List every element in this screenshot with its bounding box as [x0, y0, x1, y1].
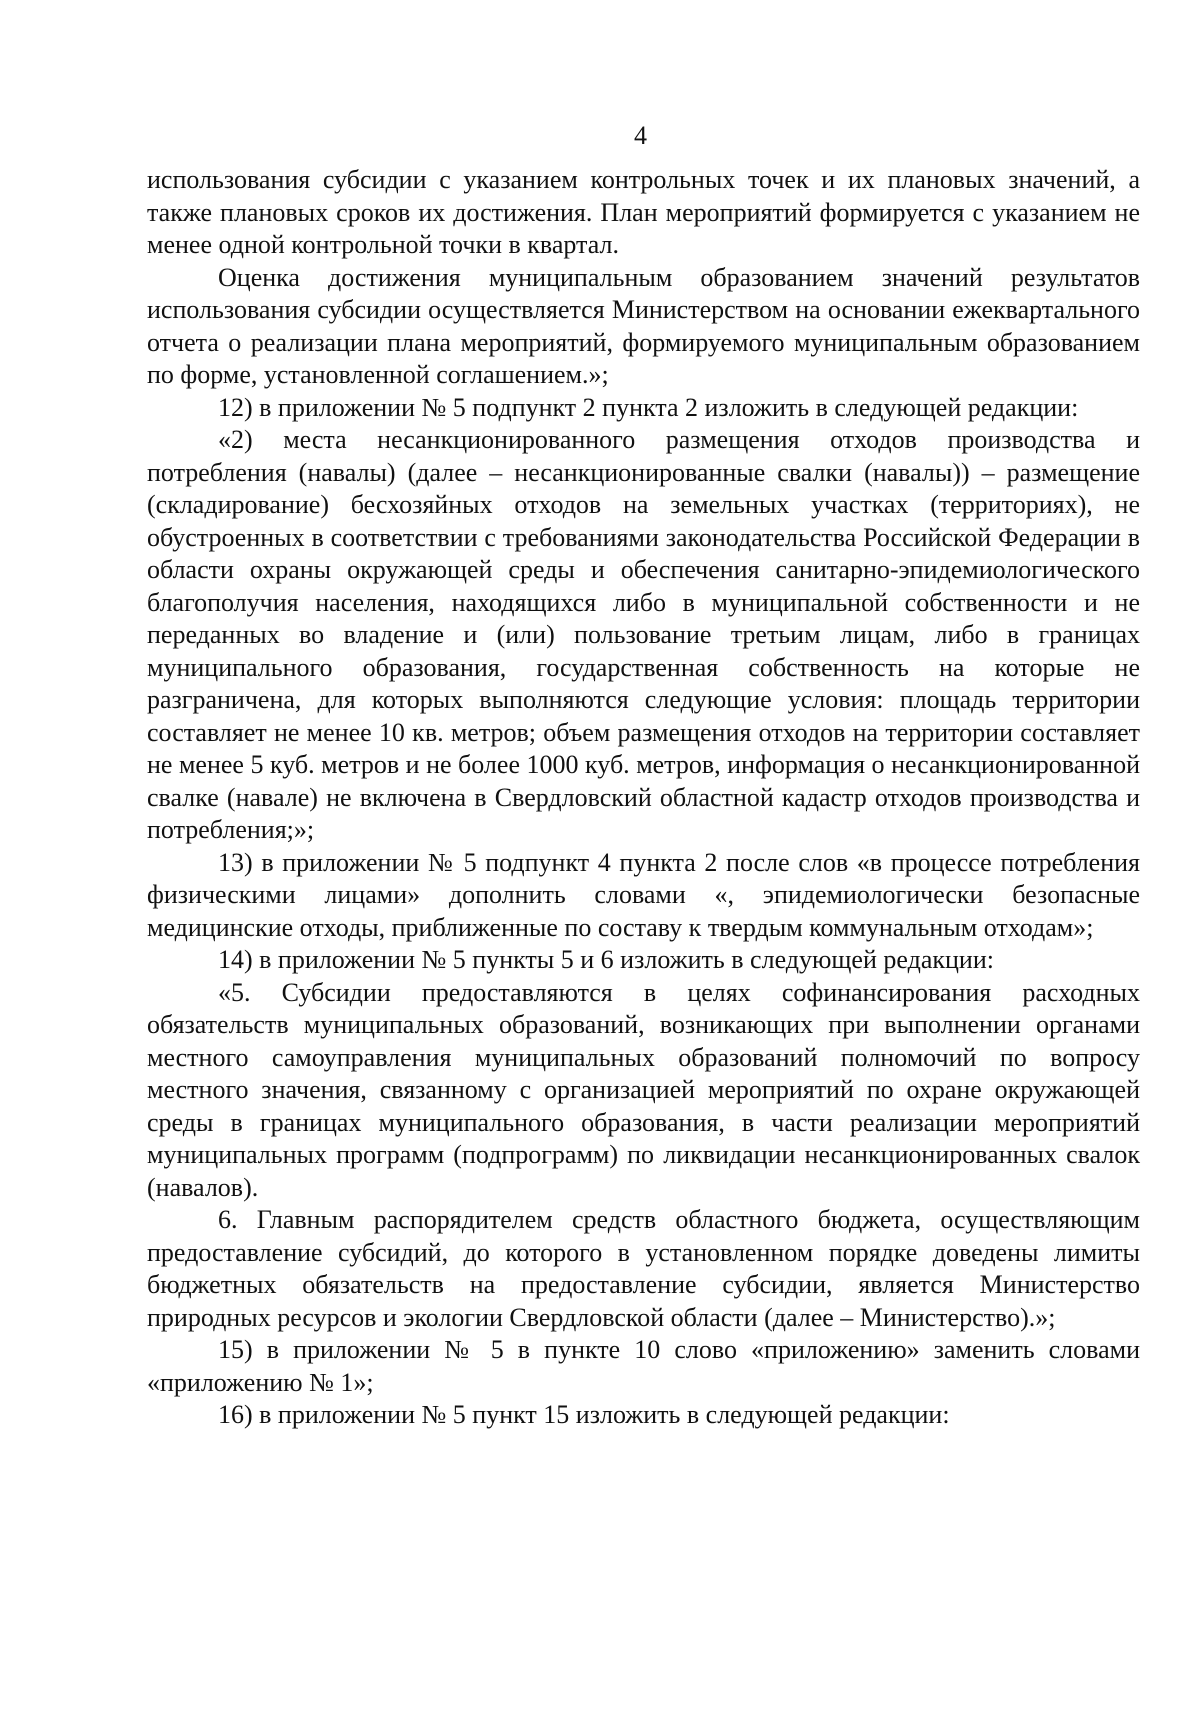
paragraph: 16) в приложении № 5 пункт 15 изложить в следующей редакции: — [218, 1400, 950, 1429]
paragraph: 12) в приложении № 5 подпункт 2 пункта 2 изложить в следующей редакции: — [218, 392, 1079, 422]
paragraph: использования субсидии с указанием контрольных точек и их плановых значений, а также плановых сроков их достижения. План мероприятий формируется с указанием не менее одной контрольной точки в квартал. — [147, 165, 1140, 259]
paragraph: 6. Главным распорядителем средств областного бюджета, осуществляющим предоставление субсидий, до которого в установленном порядке доведены лимиты бюджетных обязательств на предоставление субсидии, является Министерство природных ресурсов и экологии Свердловской области (далее – Министерство).»; — [147, 1205, 1140, 1332]
document-body — [147, 164, 1140, 1432]
paragraph: Оценка достижения муниципальным образованием значений результатов использования субсидии осуществляется Министерством на основании ежеквартального отчета о реализации плана мероприятий, формируемого муниципальным образованием по форме, установленной соглашением.»; — [147, 262, 1140, 389]
page-number: 4 — [634, 121, 647, 150]
paragraph: «2) места несанкционированного размещения отходов производства и потребления (навалы) (далее – несанкционированные свалки (навалы)) – размещение (складирование) бесхозяйных отходов на земельных участках (территориях), не обустроенных в соответствии с требованиями законодательства Российской Федерации в области охраны окружающей среды и обеспечения санитарно-эпидемиологического благополучия населения, находящихся либо в муниципальной собственности и не переданных во владение и (или) пользование третьим лицам, либо в границах муниципального образования, государственная собственность на которые не разграничена, для которых выполняются следующие условия: площадь территории составляет не менее 10 кв. метров; объем размещения отходов на территории составляет не менее 5 куб. метров и не более 1000 куб. метров, информация о несанкционированной свалке (навале) не включена в Свердловский областной кадастр отходов производства и потребления;»; — [147, 425, 1140, 844]
paragraph: «5. Субсидии предоставляются в целях софинансирования расходных обязательств муниципальных образований, возникающих при выполнении органами местного самоуправления муниципальных образований полномочий по вопросу местного значения, связанному с организацией мероприятий по охране окружающей среды в границах муниципального образования, в части реализации мероприятий муниципальных программ (подпрограмм) по ликвидации несанкционированных свалок (навалов). — [147, 977, 1140, 1202]
paragraph: 15) в приложении № 5 в пункте 10 слово «приложению» заменить словами «приложению № 1»; — [147, 1335, 1140, 1397]
paragraph: 14) в приложении № 5 пункты 5 и 6 изложить в следующей редакции: — [218, 945, 994, 974]
paragraph: 13) в приложении № 5 подпункт 4 пункта 2 после слов «в процессе потребления физическими лицами» дополнить словами «, эпидемиологически безопасные медицинские отходы, приближенные по составу к твердым коммунальным отходам»; — [147, 847, 1140, 942]
